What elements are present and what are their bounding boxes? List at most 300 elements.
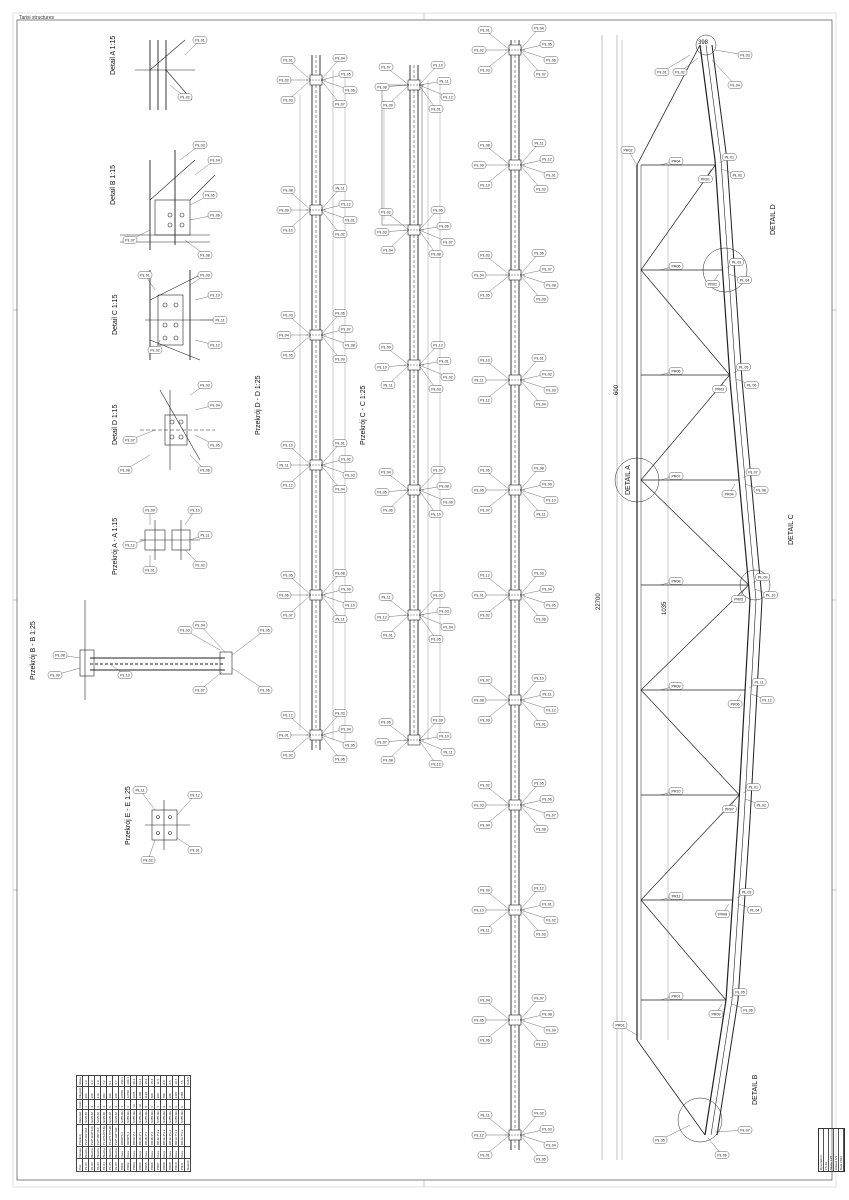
part-tag xyxy=(621,147,637,166)
bom-cell: S355J2H xyxy=(131,1110,136,1123)
part-tag xyxy=(520,595,548,623)
part-tag xyxy=(177,838,202,854)
svg-text:PŁ.11: PŁ.11 xyxy=(474,378,484,383)
bom-cell: 836.5 xyxy=(185,1077,190,1085)
part-tag xyxy=(185,550,207,569)
svg-text:PŁ.09: PŁ.09 xyxy=(480,888,490,893)
svg-text:PŁ.05: PŁ.05 xyxy=(283,353,293,358)
bom-cell: S355J2H xyxy=(137,1110,142,1123)
bom-cell: 204 xyxy=(83,1086,89,1100)
sheet-header: Tarisi structures xyxy=(19,15,55,21)
part-tag xyxy=(732,1004,755,1014)
svg-text:PŁ.08: PŁ.08 xyxy=(283,188,293,193)
svg-text:PŁ.06: PŁ.06 xyxy=(200,468,210,473)
part-tag xyxy=(185,507,202,526)
svg-text:PŁ.04: PŁ.04 xyxy=(341,727,351,732)
part-tag xyxy=(321,465,347,493)
svg-text:PŁ.08: PŁ.08 xyxy=(383,758,393,763)
svg-text:PŁ.12: PŁ.12 xyxy=(762,698,772,703)
detail-part-tags xyxy=(48,37,272,864)
part-tag xyxy=(195,292,222,301)
bom-cell: 8 xyxy=(143,1100,149,1109)
bom-cell: S235JR xyxy=(113,1109,119,1124)
part-tag xyxy=(660,788,683,796)
svg-text:PR10: PR10 xyxy=(671,789,681,794)
title-block xyxy=(818,1128,845,1172)
part-tag xyxy=(141,840,155,864)
bom-cell: 5.1 xyxy=(107,1076,113,1087)
svg-text:PŁ.06: PŁ.06 xyxy=(335,757,345,762)
bom-cell: 4.3 xyxy=(89,1076,95,1087)
truss-detail-b-label: DETAIL B xyxy=(752,1074,759,1105)
svg-text:PŁ.05: PŁ.05 xyxy=(205,193,215,198)
bom-cell: PR06 xyxy=(149,1159,155,1172)
part-tag xyxy=(739,904,762,914)
svg-text:PŁ.07: PŁ.07 xyxy=(125,238,135,243)
part-tag xyxy=(379,594,409,616)
part-tag xyxy=(660,263,683,271)
svg-text:PŁ.08: PŁ.08 xyxy=(474,698,484,703)
bom-cell: PŁ.01 xyxy=(83,1159,89,1172)
svg-text:PŁ.07: PŁ.07 xyxy=(125,438,135,443)
part-tag xyxy=(190,532,212,541)
svg-text:PŁ.12: PŁ.12 xyxy=(542,157,552,162)
bom-cell: PL8*180*210 xyxy=(95,1124,101,1146)
svg-text:PR04: PR04 xyxy=(671,159,681,164)
part-tag xyxy=(195,402,222,411)
svg-text:PR05: PR05 xyxy=(671,264,681,269)
svg-text:PŁ.04: PŁ.04 xyxy=(749,908,760,913)
part-tag xyxy=(277,207,311,214)
svg-text:PŁ.02: PŁ.02 xyxy=(143,858,153,863)
part-tag xyxy=(321,335,347,363)
svg-text:PŁ.05: PŁ.05 xyxy=(534,781,544,786)
svg-text:PŁ.09: PŁ.09 xyxy=(542,482,552,487)
bom-cell: Blacha xyxy=(95,1148,100,1158)
bom-cell: PR07 xyxy=(155,1159,161,1172)
bom-cell: 7.5 xyxy=(179,1076,185,1087)
bom-cell: Blacha xyxy=(101,1148,106,1158)
bom-cell: 1035 xyxy=(131,1086,137,1100)
svg-text:PŁ.03: PŁ.03 xyxy=(536,932,546,937)
svg-text:PŁ.01: PŁ.01 xyxy=(536,722,546,727)
svg-text:PŁ.12: PŁ.12 xyxy=(546,708,556,713)
bom-cell: 10.7 xyxy=(173,1076,179,1087)
part-tag xyxy=(520,901,554,911)
truss-dim-mid: 1035 xyxy=(662,601,668,615)
bom-cell: Nazwa xyxy=(77,1148,82,1158)
svg-text:PŁ.06: PŁ.06 xyxy=(542,797,552,802)
title-block-field: Skala 1:25 xyxy=(829,1129,834,1171)
svg-text:PŁ.07: PŁ.07 xyxy=(546,813,556,818)
part-tag xyxy=(472,487,510,494)
svg-text:PŁ.03: PŁ.03 xyxy=(480,253,490,258)
svg-text:PŁ.07: PŁ.07 xyxy=(433,468,443,473)
bom-cell: Rura xyxy=(143,1147,149,1159)
svg-text:PŁ.08: PŁ.08 xyxy=(377,85,387,90)
svg-text:PŁ.08: PŁ.08 xyxy=(120,468,130,473)
part-tag xyxy=(520,156,554,166)
bom-cell: RO48.3*4 xyxy=(137,1124,143,1146)
part-tag xyxy=(698,169,712,183)
part-tag xyxy=(419,85,443,113)
svg-text:PŁ.11: PŁ.11 xyxy=(536,512,546,517)
svg-text:PŁ.06: PŁ.06 xyxy=(717,1153,727,1158)
svg-text:PŁ.07: PŁ.07 xyxy=(283,613,293,618)
bom-cell: Rura xyxy=(119,1147,125,1159)
svg-text:PŁ.09: PŁ.09 xyxy=(536,297,546,302)
svg-text:PŁ.02: PŁ.02 xyxy=(534,1111,544,1116)
svg-text:PŁ.04: PŁ.04 xyxy=(542,587,552,592)
svg-text:PŁ.10: PŁ.10 xyxy=(120,673,130,678)
title-block-field: Data 2023 xyxy=(839,1129,844,1171)
bom-cell: Blacha xyxy=(113,1148,118,1158)
bom-cell: 22700 xyxy=(125,1086,131,1100)
section-aa-label: Przekrój A - A 1:15 xyxy=(112,517,119,575)
bom-cell: PR03 xyxy=(131,1159,137,1172)
svg-text:PŁ.05: PŁ.05 xyxy=(210,443,220,448)
svg-text:PŁ.04: PŁ.04 xyxy=(443,625,453,630)
part-tag xyxy=(419,740,443,768)
part-tag xyxy=(277,732,311,739)
section-aa-drawing xyxy=(140,520,200,560)
svg-text:PŁ.02: PŁ.02 xyxy=(480,613,490,618)
part-tag xyxy=(419,608,451,616)
svg-text:PŁ.12: PŁ.12 xyxy=(431,762,441,767)
detail-d-drawing xyxy=(140,390,215,470)
svg-text:PŁ.05: PŁ.05 xyxy=(546,603,556,608)
bom-cell: PR01 xyxy=(119,1159,125,1172)
part-tag xyxy=(193,622,225,653)
bom-cell: S355J2H xyxy=(143,1110,148,1123)
part-tag xyxy=(123,230,150,244)
svg-text:PR09: PR09 xyxy=(711,1012,721,1017)
svg-text:PŁ.03: PŁ.03 xyxy=(431,387,441,392)
svg-text:PŁ.07: PŁ.07 xyxy=(195,688,205,693)
svg-text:PŁ.09: PŁ.09 xyxy=(341,587,351,592)
part-tag xyxy=(379,344,409,366)
bom-cell: PŁ.02 xyxy=(89,1159,95,1172)
svg-text:PŁ.04: PŁ.04 xyxy=(381,470,391,475)
svg-text:PŁ.10: PŁ.10 xyxy=(480,358,490,363)
bom-cell: S235JR xyxy=(95,1109,101,1124)
bom-cell: 7.2 xyxy=(101,1076,107,1087)
section-dd-label: Przekrój D - D 1:25 xyxy=(255,375,262,435)
svg-text:PR05: PR05 xyxy=(734,597,744,602)
part-tag xyxy=(729,274,752,284)
part-tag xyxy=(660,683,683,691)
svg-text:PŁ.01: PŁ.01 xyxy=(480,28,490,33)
part-tag xyxy=(232,627,272,656)
part-tag xyxy=(743,469,760,479)
svg-text:PŁ.03: PŁ.03 xyxy=(283,313,293,318)
part-tag xyxy=(321,210,347,238)
bom-cell: Rura xyxy=(179,1147,185,1159)
part-tag xyxy=(520,380,548,408)
svg-text:PŁ.06: PŁ.06 xyxy=(260,688,270,693)
part-tag xyxy=(722,799,736,813)
part-tag xyxy=(472,1017,510,1024)
part-tag xyxy=(728,694,742,708)
svg-text:PŁ.11: PŁ.11 xyxy=(383,383,393,388)
svg-text:PŁ.06: PŁ.06 xyxy=(381,720,391,725)
bom-cell: Rura xyxy=(131,1147,137,1159)
bom-cell: Rura xyxy=(161,1147,167,1159)
svg-text:PŁ.08: PŁ.08 xyxy=(480,143,490,148)
part-tag xyxy=(660,158,683,166)
svg-text:PŁ.02: PŁ.02 xyxy=(283,753,293,758)
svg-text:PŁ.06: PŁ.06 xyxy=(210,213,220,218)
svg-text:PŁ.11: PŁ.11 xyxy=(480,1113,490,1118)
svg-text:PR06: PR06 xyxy=(730,702,740,707)
svg-text:PŁ.01: PŁ.01 xyxy=(480,1153,490,1158)
bom-cell: PŁ.06 xyxy=(113,1159,119,1172)
svg-text:PŁ.08: PŁ.08 xyxy=(431,252,441,257)
part-tag xyxy=(520,50,548,78)
bom-cell: 190 xyxy=(107,1086,113,1100)
svg-text:PŁ.11: PŁ.11 xyxy=(754,680,764,685)
part-tag xyxy=(277,462,311,469)
part-tag xyxy=(613,1022,637,1036)
svg-text:PŁ.05: PŁ.05 xyxy=(655,1138,665,1143)
svg-text:PŁ.06: PŁ.06 xyxy=(746,383,757,388)
svg-text:PŁ.08: PŁ.08 xyxy=(345,343,355,348)
svg-text:PR07: PR07 xyxy=(724,807,734,812)
bom-cell: 290.1 xyxy=(125,1077,130,1085)
part-tag xyxy=(375,489,409,496)
part-tag xyxy=(708,1138,729,1159)
bom-cell: Masa xyxy=(77,1077,82,1085)
detail-b-circle xyxy=(678,1098,722,1142)
part-tag xyxy=(419,615,443,643)
svg-text:PŁ.07: PŁ.07 xyxy=(443,240,453,245)
part-tag xyxy=(721,169,744,179)
svg-text:PŁ.12: PŁ.12 xyxy=(377,615,387,620)
svg-text:PŁ.12: PŁ.12 xyxy=(443,95,453,100)
bom-cell: Materiał xyxy=(77,1109,83,1124)
svg-text:PR06: PR06 xyxy=(671,369,681,374)
svg-text:PŁ.11: PŁ.11 xyxy=(381,595,391,600)
part-tag xyxy=(706,274,720,288)
part-tag xyxy=(190,455,212,474)
bom-cell: Blacha xyxy=(107,1148,112,1158)
svg-text:PŁ.02: PŁ.02 xyxy=(536,187,546,192)
bom-cell xyxy=(185,1147,191,1159)
svg-text:PŁ.04: PŁ.04 xyxy=(739,278,750,283)
part-tag xyxy=(736,379,759,389)
part-tag xyxy=(520,275,548,303)
svg-text:PŁ.06: PŁ.06 xyxy=(480,1038,490,1043)
bom-cell xyxy=(185,1109,191,1124)
bom-cell: 2115 xyxy=(173,1086,179,1100)
part-tag xyxy=(277,77,311,84)
bom-cell: Razem xyxy=(185,1160,190,1170)
bom-cell: 22700 xyxy=(119,1086,125,1100)
part-tag xyxy=(178,627,220,651)
part-tag xyxy=(472,802,510,809)
svg-text:PŁ.12: PŁ.12 xyxy=(480,398,490,403)
part-tag xyxy=(375,84,409,91)
part-tag xyxy=(520,165,548,193)
bom-cell: PL6*101*204 xyxy=(83,1124,89,1146)
bom-cell: 2 xyxy=(95,1100,101,1109)
part-tag xyxy=(732,589,746,603)
svg-text:PŁ.06: PŁ.06 xyxy=(345,88,355,93)
part-tag xyxy=(520,910,548,938)
bom-cell: 4 xyxy=(101,1100,107,1109)
bom-cell: 2 xyxy=(107,1100,113,1109)
part-tag xyxy=(185,37,207,56)
part-tag xyxy=(712,60,742,89)
truss-detail-a-label: DETAIL A xyxy=(625,465,632,495)
svg-text:PŁ.07: PŁ.07 xyxy=(480,508,490,513)
svg-text:PŁ.11: PŁ.11 xyxy=(534,141,544,146)
column-nodes xyxy=(306,45,525,1140)
bom-cell: PR10 xyxy=(173,1159,179,1172)
bom-cell: 2 xyxy=(179,1100,185,1109)
svg-text:PŁ.02: PŁ.02 xyxy=(732,173,743,178)
part-tag xyxy=(379,719,409,741)
svg-text:PŁ.07: PŁ.07 xyxy=(740,1128,750,1133)
svg-text:PR02: PR02 xyxy=(623,148,633,153)
part-tag xyxy=(118,455,150,474)
svg-text:PŁ.02: PŁ.02 xyxy=(474,48,484,53)
svg-text:PR11: PR11 xyxy=(671,894,681,899)
svg-text:PŁ.01: PŁ.01 xyxy=(546,173,556,178)
svg-text:PŁ.04: PŁ.04 xyxy=(279,333,289,338)
detail-a-label: Detail A 1:15 xyxy=(110,35,117,75)
truss-dim-top: 398 xyxy=(698,40,709,46)
bom-cell: 1 xyxy=(83,1100,89,1109)
bom-cell: 920 xyxy=(155,1086,161,1100)
svg-text:PŁ.01: PŁ.01 xyxy=(748,785,759,790)
svg-text:PŁ.04: PŁ.04 xyxy=(480,998,490,1003)
svg-text:PŁ.09: PŁ.09 xyxy=(433,718,443,723)
svg-text:PŁ.02: PŁ.02 xyxy=(279,78,289,83)
svg-text:PŁ.02: PŁ.02 xyxy=(195,563,205,568)
svg-text:PR08: PR08 xyxy=(718,912,728,917)
part-tag xyxy=(419,483,451,491)
bom-cell: 12 xyxy=(131,1100,137,1109)
bom-cell: 10 xyxy=(137,1100,143,1109)
bom-cell: RO60.3*4 xyxy=(131,1124,137,1146)
truss-dim-ver: 600 xyxy=(614,384,620,395)
part-tag xyxy=(195,157,222,176)
bom-cell xyxy=(185,1124,191,1146)
bom-cell: 183 xyxy=(101,1086,107,1100)
svg-text:PŁ.05: PŁ.05 xyxy=(283,573,293,578)
svg-text:PŁ.05: PŁ.05 xyxy=(474,1018,484,1023)
svg-text:PŁ.02: PŁ.02 xyxy=(433,593,443,598)
svg-text:PŁ.05: PŁ.05 xyxy=(480,293,490,298)
part-tag xyxy=(277,332,311,339)
svg-text:PŁ.05: PŁ.05 xyxy=(738,365,749,370)
svg-text:PŁ.11: PŁ.11 xyxy=(439,79,449,84)
svg-text:PŁ.12: PŁ.12 xyxy=(480,573,490,578)
part-tag xyxy=(520,1126,554,1136)
detail-b-drawing xyxy=(120,150,215,250)
part-tag xyxy=(110,664,132,679)
svg-text:PŁ.09: PŁ.09 xyxy=(335,357,345,362)
svg-text:PŁ.04: PŁ.04 xyxy=(730,83,740,88)
svg-text:PŁ.01: PŁ.01 xyxy=(190,848,200,853)
bom-cell: Długość xyxy=(77,1087,82,1099)
bom-cell: 4 xyxy=(161,1100,167,1109)
svg-text:PŁ.12: PŁ.12 xyxy=(474,1133,484,1138)
part-tag xyxy=(321,201,353,211)
part-tag xyxy=(472,1132,510,1139)
part-tag xyxy=(375,614,409,621)
part-tag xyxy=(520,805,548,833)
svg-text:PŁ.01: PŁ.01 xyxy=(431,107,441,112)
svg-text:PŁ.10: PŁ.10 xyxy=(439,734,449,739)
part-tag xyxy=(419,358,451,366)
bom-cell: PR08 xyxy=(161,1159,167,1172)
svg-text:PŁ.10: PŁ.10 xyxy=(210,293,220,298)
svg-text:PŁ.08: PŁ.08 xyxy=(200,253,210,258)
part-tag xyxy=(419,230,443,258)
part-tag xyxy=(716,904,730,918)
svg-text:PŁ.01: PŁ.01 xyxy=(542,902,552,907)
svg-text:PŁ.09: PŁ.09 xyxy=(757,575,768,580)
part-tag xyxy=(520,266,554,276)
svg-text:PŁ.04: PŁ.04 xyxy=(210,403,220,408)
svg-text:PR04: PR04 xyxy=(724,492,734,497)
svg-text:PŁ.01: PŁ.01 xyxy=(474,593,484,598)
svg-text:PŁ.10: PŁ.10 xyxy=(474,908,484,913)
bom-cell: 6 xyxy=(149,1100,155,1109)
section-cc-label: Przekrój C - C 1:25 xyxy=(360,385,367,445)
part-tag xyxy=(190,192,217,206)
svg-text:PŁ.01: PŁ.01 xyxy=(439,359,449,364)
title-block-field: Arkusz 1/1 xyxy=(834,1129,839,1171)
svg-text:PŁ.04: PŁ.04 xyxy=(335,56,345,61)
svg-text:PŁ.03: PŁ.03 xyxy=(740,53,750,58)
svg-text:PŁ.03: PŁ.03 xyxy=(542,1127,552,1132)
part-tag xyxy=(660,578,683,586)
svg-text:PŁ.09: PŁ.09 xyxy=(381,345,391,350)
svg-text:PŁ.04: PŁ.04 xyxy=(195,623,205,628)
svg-text:PŁ.10: PŁ.10 xyxy=(283,228,293,233)
svg-text:PŁ.04: PŁ.04 xyxy=(534,26,544,31)
bom-cell: Poz. xyxy=(77,1159,83,1172)
bom-cell: S235JR xyxy=(101,1109,107,1124)
svg-text:PR08: PR08 xyxy=(671,579,681,584)
svg-text:PŁ.02: PŁ.02 xyxy=(546,918,556,923)
svg-text:PŁ.03: PŁ.03 xyxy=(439,609,449,614)
svg-text:PŁ.02: PŁ.02 xyxy=(335,232,345,237)
bom-table xyxy=(76,1075,191,1172)
svg-text:PŁ.05: PŁ.05 xyxy=(431,637,441,642)
part-tag xyxy=(321,71,353,81)
svg-text:PŁ.11: PŁ.11 xyxy=(480,928,490,933)
part-tag xyxy=(277,592,311,599)
part-tag xyxy=(709,1004,723,1018)
part-tag xyxy=(232,668,272,694)
part-tag xyxy=(755,589,778,599)
bom-cell: Rura xyxy=(125,1147,131,1159)
svg-text:PŁ.03: PŁ.03 xyxy=(195,143,205,148)
svg-text:PŁ.02: PŁ.02 xyxy=(480,783,490,788)
bom-cell: 1120 xyxy=(143,1086,149,1100)
svg-text:PŁ.05: PŁ.05 xyxy=(536,1157,546,1162)
bom-cell: Przekrój xyxy=(77,1124,83,1146)
bom-cell: 68.4 xyxy=(131,1076,137,1087)
svg-text:PŁ.07: PŁ.07 xyxy=(542,267,552,272)
svg-text:PŁ.07: PŁ.07 xyxy=(341,327,351,332)
svg-text:PŁ.02: PŁ.02 xyxy=(542,372,552,377)
svg-text:PŁ.10: PŁ.10 xyxy=(283,443,293,448)
